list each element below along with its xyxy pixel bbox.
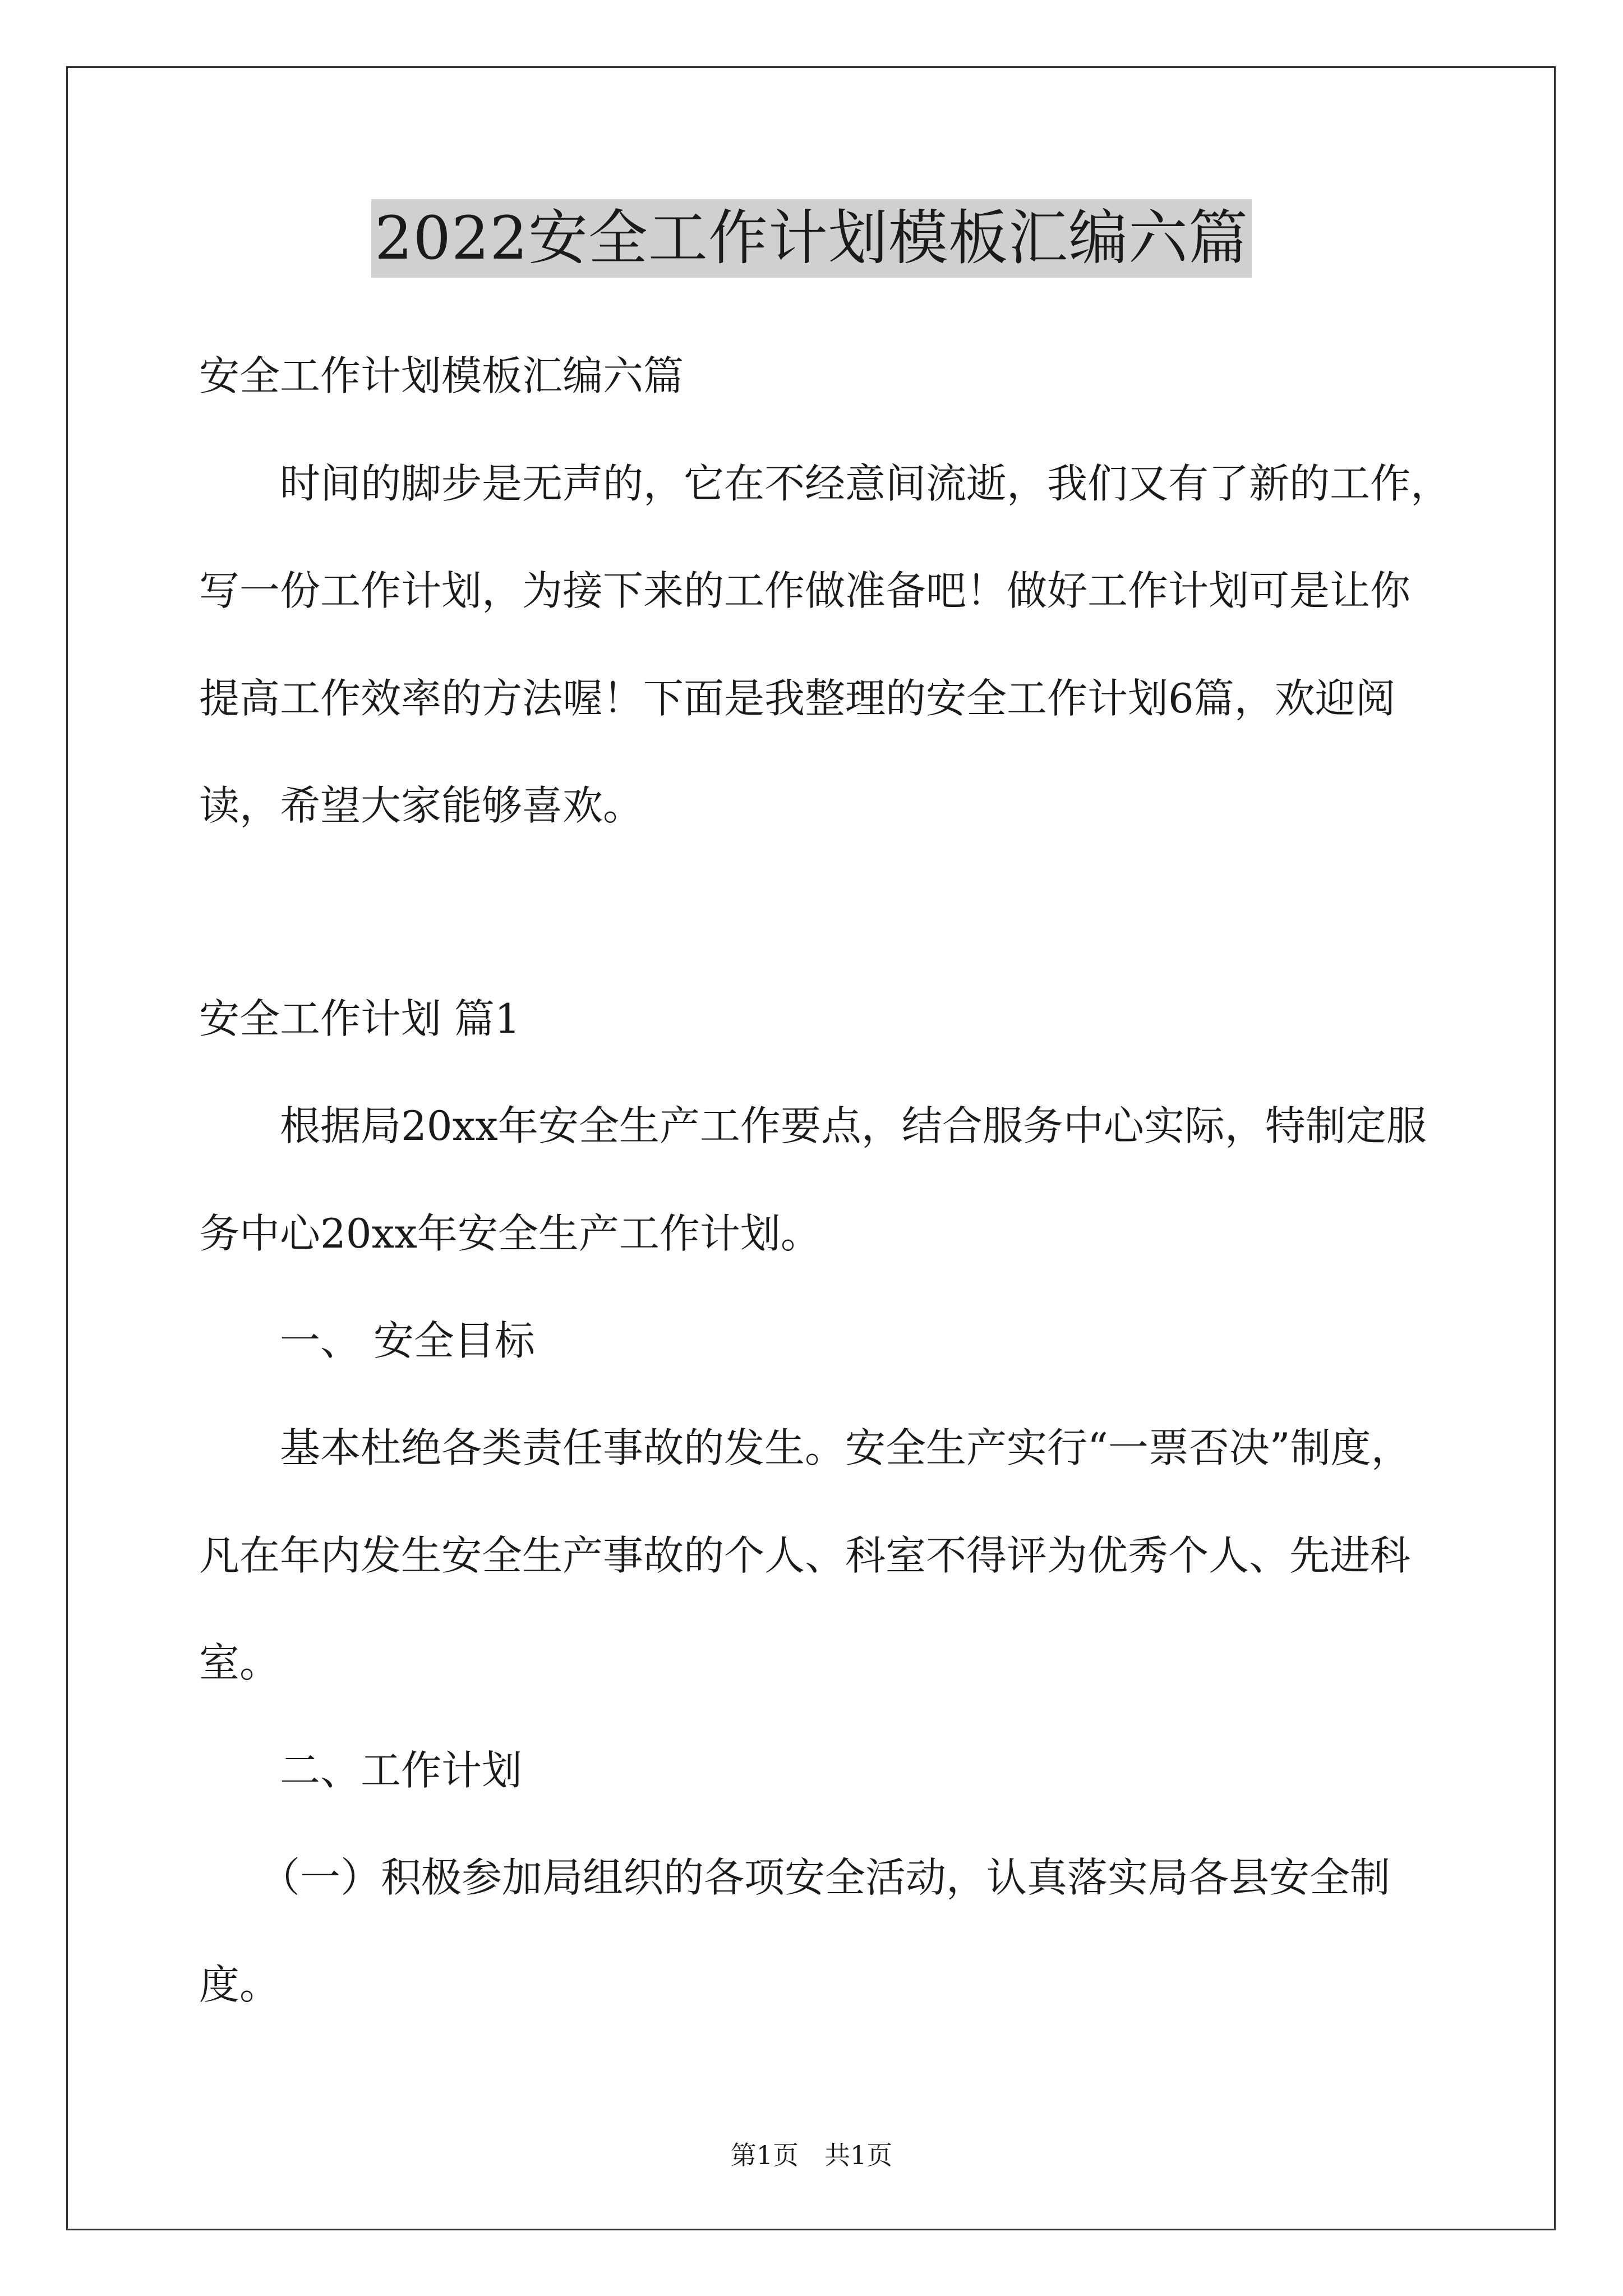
paragraph-line: 务中心20xx年安全生产工作计划。: [199, 1210, 821, 1257]
title-container: [0, 199, 1623, 278]
paragraph-line: 度。: [199, 1961, 280, 2008]
paragraph-line: 提高工作效率的方法喔！下面是我整理的安全工作计划6篇，欢迎阅: [199, 675, 1396, 722]
paragraph-line: 写一份工作计划，为接下来的工作做准备吧！做好工作计划可是让你: [199, 567, 1411, 614]
paragraph-line: 时间的脚步是无声的，它在不经意间流逝，我们又有了新的工作，: [199, 460, 1451, 507]
section-heading: 安全工作计划 篇1: [199, 995, 520, 1042]
paragraph-line: 基本杜绝各类责任事故的发生。安全生产实行“一票否决”制度，: [199, 1424, 1412, 1471]
paragraph-line: 根据局20xx年安全生产工作要点，结合服务中心实际，特制定服: [199, 1102, 1427, 1149]
page-footer: 第1页 共1页: [730, 2140, 893, 2170]
paragraph-line: 读，希望大家能够喜欢。: [199, 782, 644, 829]
paragraph-line: 凡在年内发生安全生产事故的个人、科室不得评为优秀个人、先进科: [199, 1532, 1411, 1579]
document-title: 2022安全工作计划模板汇编六篇: [371, 199, 1252, 278]
paragraph-line: 室。: [199, 1639, 280, 1686]
subtitle-line: 安全工作计划模板汇编六篇: [199, 352, 684, 399]
subheading-line: 二、工作计划: [199, 1747, 523, 1794]
paragraph-line: （一）积极参加局组织的各项安全活动，认真落实局各县安全制: [199, 1854, 1391, 1901]
subheading-line: 一、 安全目标: [199, 1317, 535, 1364]
